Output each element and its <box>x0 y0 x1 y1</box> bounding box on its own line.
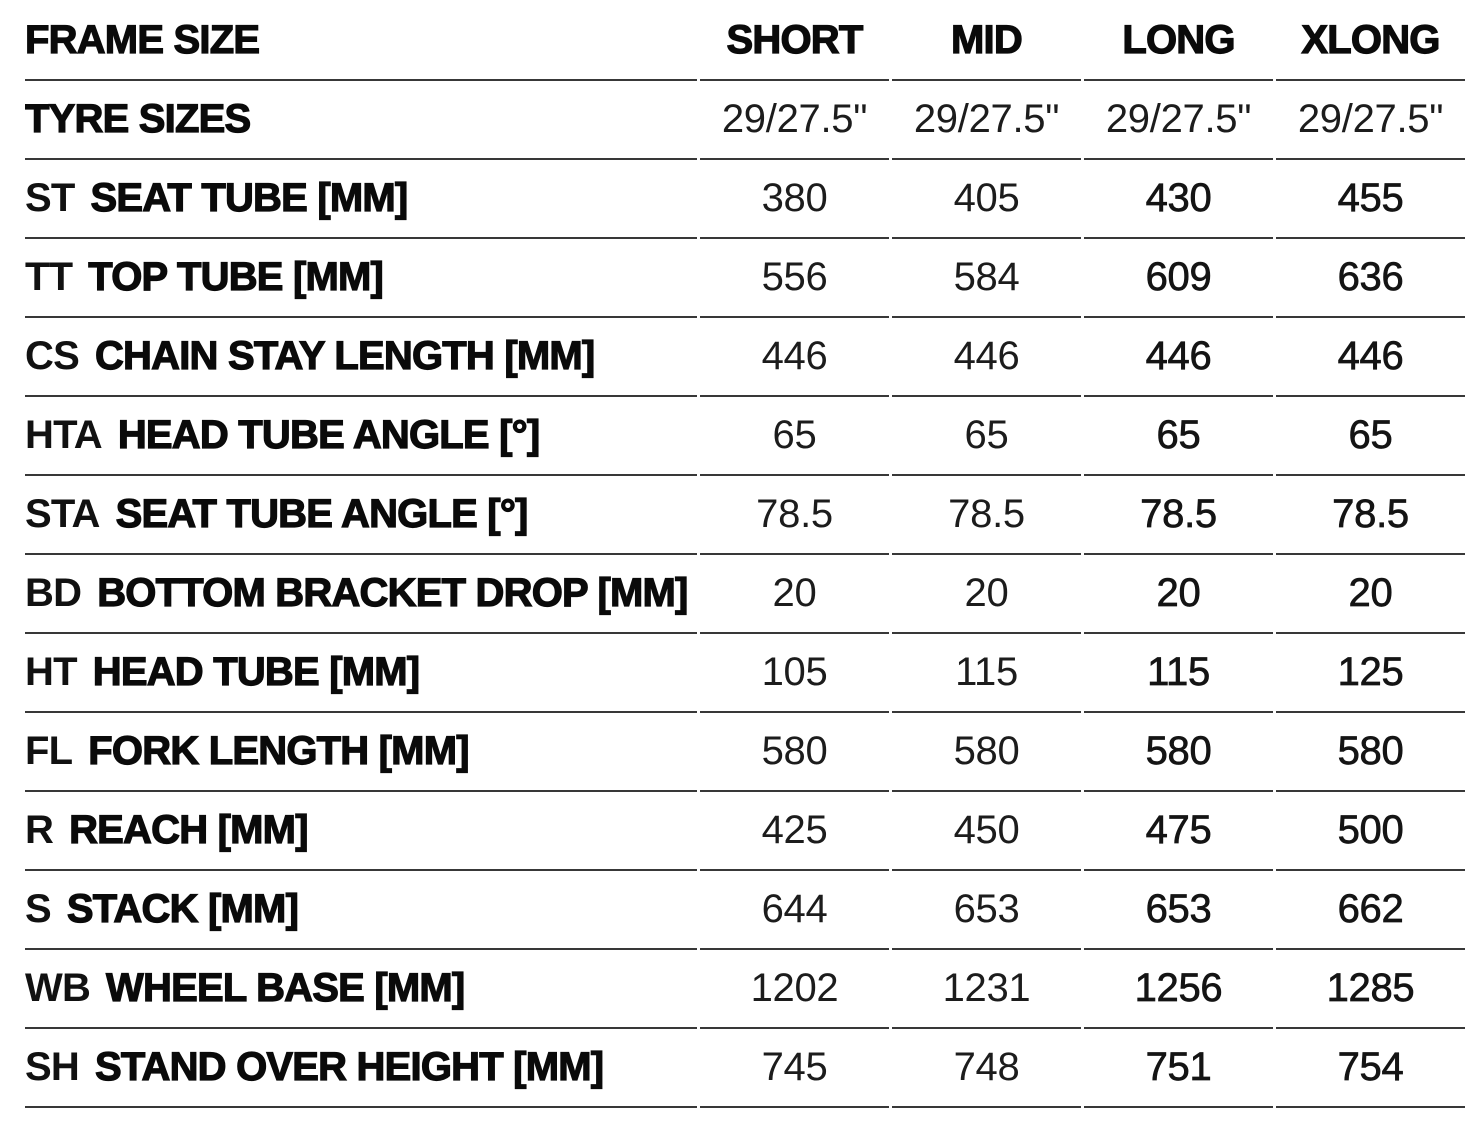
spec-value: 751 <box>1084 1029 1273 1108</box>
spec-value: 105 <box>700 634 889 713</box>
column-header-long: LONG <box>1084 2 1273 81</box>
spec-value: 446 <box>700 318 889 397</box>
spec-abbr: CS <box>25 334 79 378</box>
spec-label-cell <box>25 871 697 950</box>
spec-label: TOP TUBE [MM] <box>88 255 384 299</box>
row-wheel-base <box>25 950 1465 1029</box>
spec-value: 430 <box>1084 160 1273 239</box>
row-tyre-sizes <box>25 81 1465 160</box>
spec-label: REACH [MM] <box>69 808 308 852</box>
spec-value: 65 <box>1084 397 1273 476</box>
spec-value: 584 <box>892 239 1081 318</box>
spec-abbr: S <box>25 887 51 931</box>
spec-value: 580 <box>1276 713 1465 792</box>
spec-value: 29/27.5" <box>700 81 889 160</box>
spec-value: 662 <box>1276 871 1465 950</box>
spec-value: 78.5 <box>1276 476 1465 555</box>
spec-value: 29/27.5" <box>892 81 1081 160</box>
spec-value: 20 <box>700 555 889 634</box>
row-head-tube <box>25 634 1465 713</box>
row-stand-over-height <box>25 1029 1465 1108</box>
spec-value: 125 <box>1276 634 1465 713</box>
row-seat-tube <box>25 160 1465 239</box>
spec-value: 115 <box>1084 634 1273 713</box>
spec-abbr: SH <box>25 1045 79 1089</box>
row-reach <box>25 792 1465 871</box>
spec-value: 1285 <box>1276 950 1465 1029</box>
spec-value: 580 <box>700 713 889 792</box>
header-row <box>25 2 1465 81</box>
spec-abbr: FL <box>25 729 73 773</box>
row-chain-stay-length <box>25 318 1465 397</box>
spec-label-cell <box>25 1029 697 1108</box>
spec-value: 20 <box>1084 555 1273 634</box>
spec-abbr: TT <box>25 255 73 299</box>
spec-value: 78.5 <box>892 476 1081 555</box>
spec-label: TYRE SIZES <box>25 97 251 141</box>
spec-value: 446 <box>1084 318 1273 397</box>
spec-value: 425 <box>700 792 889 871</box>
spec-value: 20 <box>892 555 1081 634</box>
column-header-mid: MID <box>892 2 1081 81</box>
spec-value: 644 <box>700 871 889 950</box>
spec-value: 1231 <box>892 950 1081 1029</box>
spec-value: 20 <box>1276 555 1465 634</box>
row-seat-tube-angle <box>25 476 1465 555</box>
spec-value: 446 <box>1276 318 1465 397</box>
spec-label: CHAIN STAY LENGTH [MM] <box>94 334 595 378</box>
spec-value: 29/27.5" <box>1084 81 1273 160</box>
spec-value: 65 <box>1276 397 1465 476</box>
spec-abbr: HTA <box>25 413 102 457</box>
spec-abbr: STA <box>25 492 100 536</box>
spec-value: 65 <box>700 397 889 476</box>
frame-size-header: FRAME SIZE <box>25 18 260 62</box>
row-head-tube-angle <box>25 397 1465 476</box>
column-header-short: SHORT <box>700 2 889 81</box>
spec-value: 556 <box>700 239 889 318</box>
spec-label-cell <box>25 476 697 555</box>
spec-label: BOTTOM BRACKET DROP [MM] <box>97 571 688 615</box>
spec-label: SEAT TUBE [MM] <box>90 176 408 220</box>
spec-label-cell <box>25 160 697 239</box>
row-fork-length <box>25 713 1465 792</box>
spec-value: 754 <box>1276 1029 1465 1108</box>
spec-label-cell <box>25 397 697 476</box>
spec-label-cell <box>25 792 697 871</box>
spec-abbr: BD <box>25 571 82 615</box>
spec-value: 609 <box>1084 239 1273 318</box>
spec-value: 500 <box>1276 792 1465 871</box>
spec-label: FORK LENGTH [MM] <box>88 729 469 773</box>
spec-abbr: ST <box>25 176 75 220</box>
spec-value: 455 <box>1276 160 1465 239</box>
column-header-xlong: XLONG <box>1276 2 1465 81</box>
spec-abbr: R <box>25 808 54 852</box>
spec-label-cell <box>25 239 697 318</box>
spec-value: 475 <box>1084 792 1273 871</box>
row-top-tube <box>25 239 1465 318</box>
spec-label: STAND OVER HEIGHT [MM] <box>94 1045 604 1089</box>
spec-value: 580 <box>1084 713 1273 792</box>
spec-label: WHEEL BASE [MM] <box>106 966 465 1010</box>
spec-value: 580 <box>892 713 1081 792</box>
spec-value: 748 <box>892 1029 1081 1108</box>
spec-value: 405 <box>892 160 1081 239</box>
spec-label-cell <box>25 555 697 634</box>
spec-value: 446 <box>892 318 1081 397</box>
spec-value: 636 <box>1276 239 1465 318</box>
spec-abbr: WB <box>25 966 91 1010</box>
geometry-table <box>22 2 1468 1108</box>
spec-value: 1202 <box>700 950 889 1029</box>
spec-value: 745 <box>700 1029 889 1108</box>
spec-value: 65 <box>892 397 1081 476</box>
spec-label: SEAT TUBE ANGLE [°] <box>115 492 528 536</box>
spec-label-cell <box>25 950 697 1029</box>
spec-label: HEAD TUBE ANGLE [°] <box>117 413 540 457</box>
spec-value: 115 <box>892 634 1081 713</box>
spec-value: 78.5 <box>700 476 889 555</box>
frame-size-header-cell <box>25 2 697 81</box>
spec-value: 653 <box>892 871 1081 950</box>
spec-value: 380 <box>700 160 889 239</box>
row-bottom-bracket-drop <box>25 555 1465 634</box>
spec-label: STACK [MM] <box>66 887 299 931</box>
spec-value: 450 <box>892 792 1081 871</box>
spec-value: 78.5 <box>1084 476 1273 555</box>
spec-abbr: HT <box>25 650 77 694</box>
spec-label-cell <box>25 318 697 397</box>
spec-value: 653 <box>1084 871 1273 950</box>
spec-value: 29/27.5" <box>1276 81 1465 160</box>
row-stack <box>25 871 1465 950</box>
spec-label-cell <box>25 81 697 160</box>
spec-label: HEAD TUBE [MM] <box>92 650 420 694</box>
spec-value: 1256 <box>1084 950 1273 1029</box>
spec-label-cell <box>25 634 697 713</box>
spec-label-cell <box>25 713 697 792</box>
